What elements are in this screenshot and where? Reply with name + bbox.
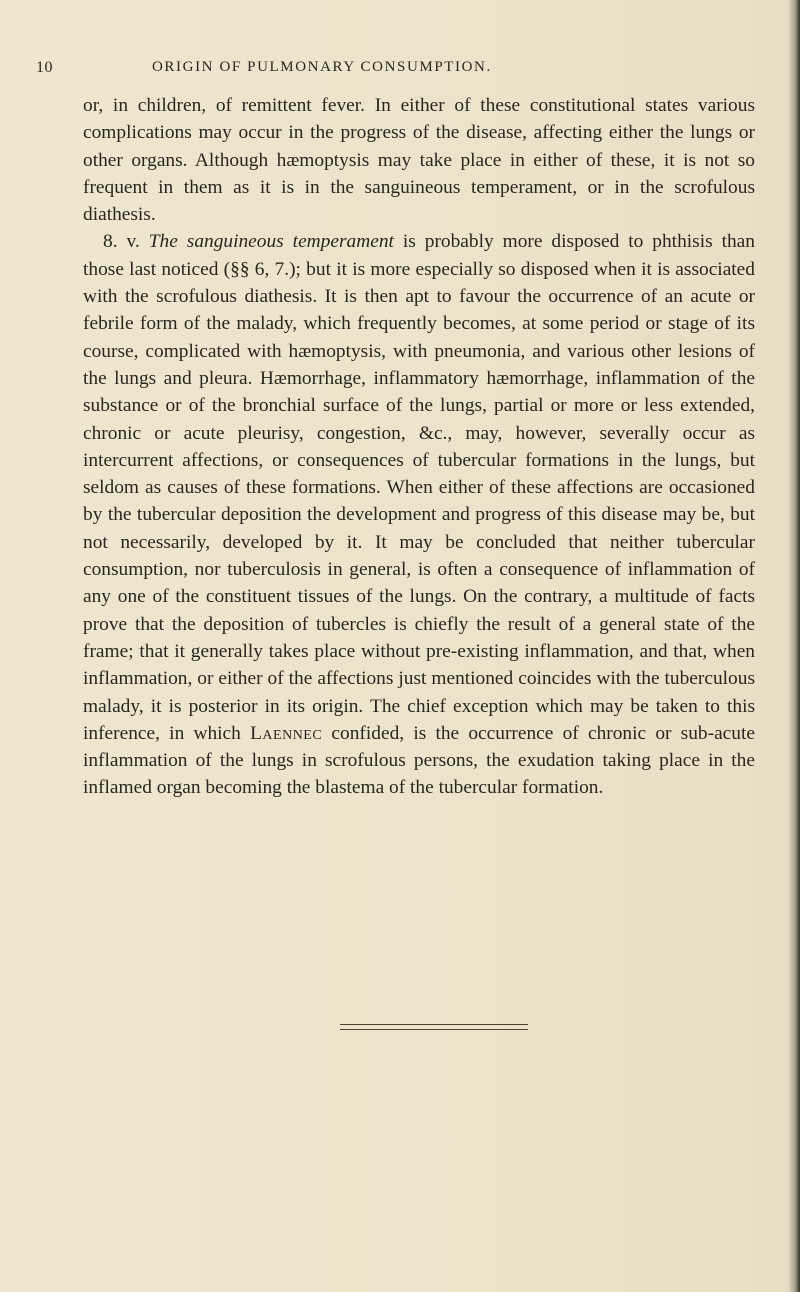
section-number: 8. v.	[103, 231, 140, 253]
page-edge-shadow	[788, 0, 800, 1292]
page-number: 10	[36, 59, 53, 76]
body-text	[83, 92, 755, 802]
section-heading-italic: The sanguineous temperament	[148, 231, 394, 253]
section-rule-top	[340, 1024, 528, 1025]
running-head: ORIGIN OF PULMONARY CONSUMPTION.	[152, 59, 492, 75]
author-name: Laennec	[250, 722, 323, 744]
section-rule-bottom	[340, 1029, 528, 1030]
paragraph-section-8	[83, 228, 755, 801]
page-header	[0, 59, 800, 81]
paragraph-text: is probably more disposed to phthisis than those last noticed (§§ 6, 7.); but it is more especially so disposed when it is associated with the scrofulous diathesis. It is then apt to favour the occurrence of an acute or febrile form of the malady, which frequently becomes, at some period or stage of its course, complicated with hæmoptysis, with pneumonia, and various other lesions of the lungs and pleura. Hæmorrhage, inflammatory hæmorrhage, inflammation of the substance or of the bronchial surface of the lungs, partial or more or less extended, chronic or acute pleurisy, congestion, &c., may, however, severally occur as intercurrent affections, or consequences of tubercular formations in the lungs, but seldom as causes of these formations. When either of these affections are occasioned by the tubercular deposition the development and progress of this disease may be, but not necessarily, developed by it. It may be concluded that neither tubercular consumption, nor tuberculosis in general, is often a consequence of inflammation of any one of the constituent tissues of the lungs. On the contrary, a multitude of facts prove that the deposition of tubercles is chiefly the result of a general state of the frame; that it generally takes place without pre-existing inflammation, and that, when inflammation, or either of the affections just mentioned coincides with the tuberculous malady, it is posterior in its origin. The chief exception which may be taken to this inference, in which	[83, 231, 755, 744]
paragraph-continuation: or, in children, of remittent fever. In either of these constitutional states various complications may occur in the progress of the disease, affecting either the lungs or other organs. Although hæmoptysis may take place in either of these, it is not so frequent in them as it is in the sanguineous temperament, or in the scrofulous diathesis.	[83, 95, 755, 226]
paragraph-text-end: confided, is the occurrence of chronic or sub-acute inflammation of the lungs in scrofulous persons, the exudation taking place in the inflamed organ becoming the blastema of the tubercular formation.	[83, 722, 755, 799]
